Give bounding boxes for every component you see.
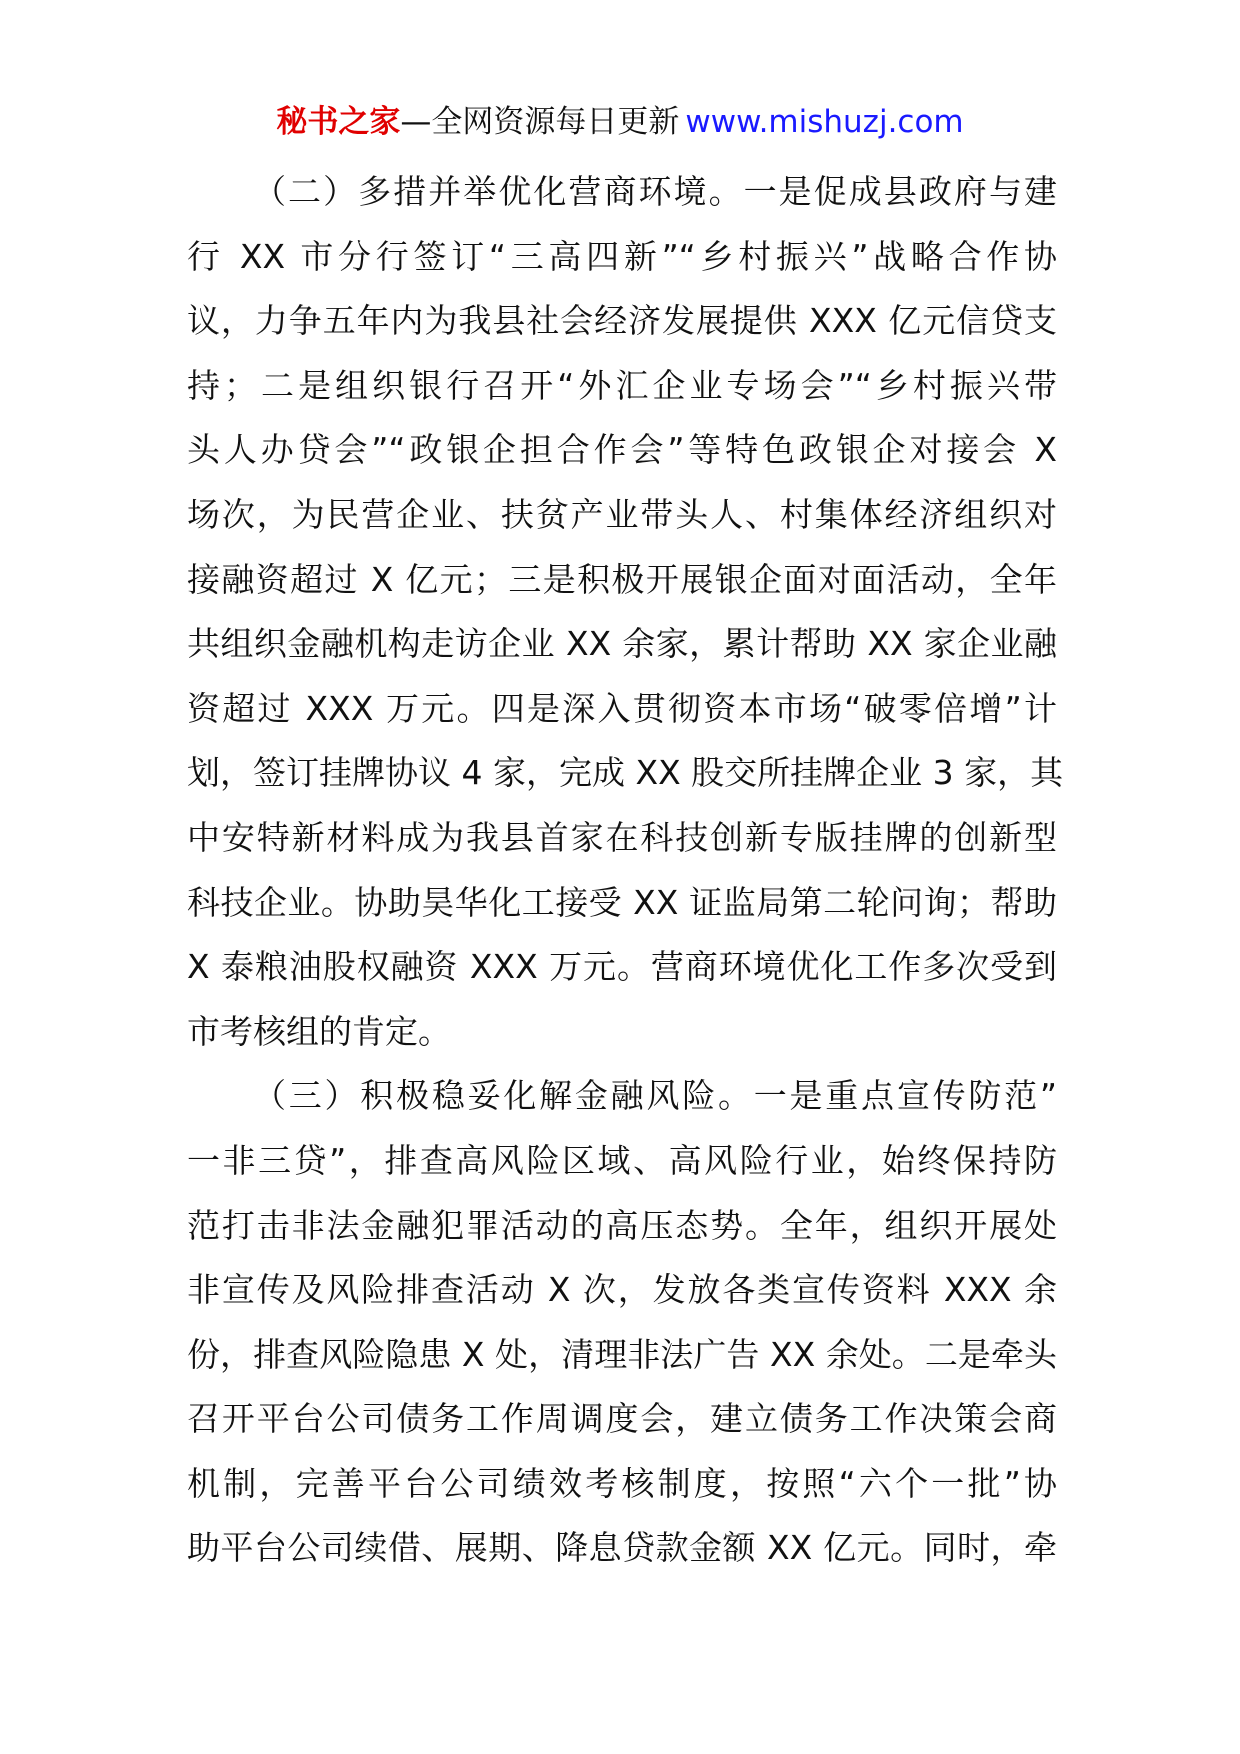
- text-line: 非宣传及风险排查活动 X 次，发放各类宣传资料 XXX 余: [187, 1270, 1057, 1310]
- text-line: 范打击非法金融犯罪活动的高压态势。全年，组织开展处: [187, 1205, 1057, 1245]
- text-line: 市考核组的肯定。: [187, 1011, 451, 1051]
- site-url-link[interactable]: www.mishuzj.com: [685, 104, 964, 140]
- text-line: 行 XX 市分行签订“三高四新”“乡村振兴”战略合作协: [187, 236, 1057, 276]
- text-line: 份，排查风险隐患 X 处，清理非法广告 XX 余处。二是牵头: [187, 1334, 1057, 1374]
- site-header: [0, 100, 1240, 144]
- header-tagline: —全网资源每日更新: [400, 104, 680, 140]
- text-line: X 泰粮油股权融资 XXX 万元。营商环境优化工作多次受到: [187, 947, 1057, 987]
- text-line: 中安特新材料成为我县首家在科技创新专版挂牌的创新型: [187, 817, 1057, 857]
- text-line: 头人办贷会”“政银企担合作会”等特色政银企对接会 X: [187, 430, 1057, 470]
- text-line: 划，签订挂牌协议 4 家，完成 XX 股交所挂牌企业 3 家，其: [187, 753, 1064, 793]
- text-line: 科技企业。协助昊华化工接受 XX 证监局第二轮问询；帮助: [187, 882, 1057, 922]
- brand-name: 秘书之家: [276, 104, 401, 140]
- document-body: [187, 160, 1064, 1581]
- text-line: 持；二是组织银行召开“外汇企业专场会”“乡村振兴带: [187, 365, 1057, 405]
- text-line: 助平台公司续借、展期、降息贷款金额 XX 亿元。同时，牵: [187, 1528, 1057, 1568]
- text-line: 接融资超过 X 亿元；三是积极开展银企面对面活动，全年: [187, 559, 1057, 599]
- text-line: 议，力争五年内为我县社会经济发展提供 XXX 亿元信贷支: [187, 301, 1057, 341]
- text-line: 召开平台公司债务工作周调度会，建立债务工作决策会商: [187, 1399, 1057, 1439]
- text-line: 共组织金融机构走访企业 XX 余家，累计帮助 XX 家企业融: [187, 624, 1057, 664]
- text-line: （三）积极稳妥化解金融风险。一是重点宣传防范”: [253, 1076, 1057, 1116]
- text-line: 机制，完善平台公司绩效考核制度，按照“六个一批”协: [187, 1463, 1057, 1503]
- text-line: 资超过 XXX 万元。四是深入贯彻资本市场“破零倍增”计: [187, 688, 1057, 728]
- text-line: 一非三贷”，排查高风险区域、高风险行业，始终保持防: [187, 1140, 1057, 1180]
- text-line: （二）多措并举优化营商环境。一是促成县政府与建: [253, 172, 1057, 211]
- text-line: 场次，为民营企业、扶贫产业带头人、村集体经济组织对: [187, 494, 1057, 534]
